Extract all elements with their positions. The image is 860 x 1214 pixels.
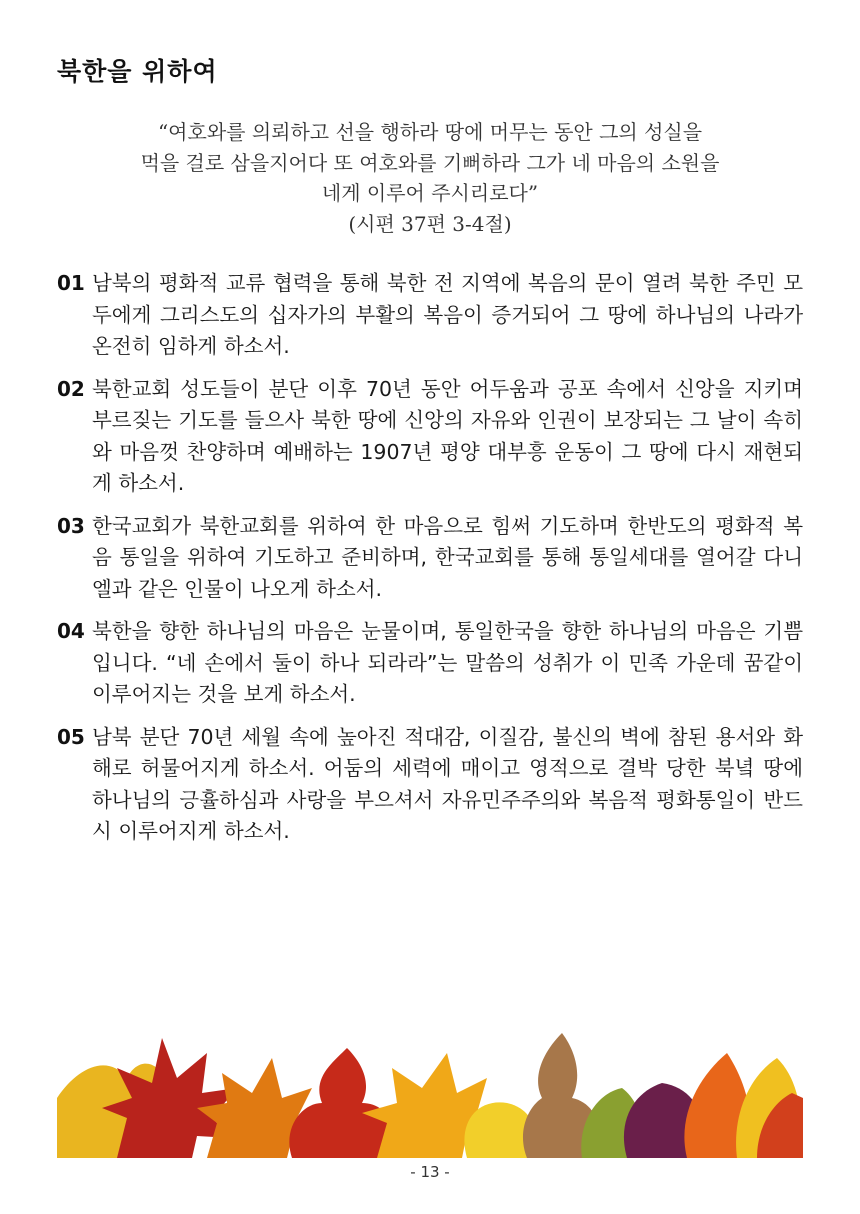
prayer-number: 05 — [57, 724, 85, 749]
prayer-text: 남북 분단 70년 세월 속에 높아진 적대감, 이질감, 불신의 벽에 참된 용서와 화해로 허물어지게 하소서. 어둠의 세력에 매이고 영적으로 결박 당한 북녘 땅에 하나님의 긍휼하심과 사랑을 부으셔서 자유민주주의와 복음적 평화통일이 반드시 이루어지게 하소서. — [92, 724, 803, 843]
prayer-text: 북한을 향한 하나님의 마음은 눈물이며, 통일한국을 향한 하나님의 마음은 기쁨입니다. “네 손에서 둘이 하나 되라라”는 말씀의 성취가 이 민족 가운데 꿈같이 이루어지는 것을 보게 하소서. — [92, 619, 803, 706]
prayer-text: 북한교회 성도들이 분단 이후 70년 동안 어두움과 공포 속에서 신앙을 지키며 부르짖는 기도를 들으사 북한 땅에 신앙의 자유와 인권이 보장되는 그 날이 속히 와 마음껏 찬양하며 예배하는 1907년 평양 대부흥 운동이 그 땅에 다시 재현되게 하소서. — [92, 376, 803, 495]
prayer-number: 03 — [57, 513, 85, 538]
prayer-number: 01 — [57, 271, 85, 295]
verse-reference: (시편 37편 3-4절) — [348, 211, 512, 236]
prayer-item — [57, 268, 803, 363]
page-number: - 13 - — [410, 1163, 450, 1181]
verse-line: 먹을 걸로 삼을지어다 또 여호와를 기뻐하라 그가 네 마음의 소원을 — [140, 150, 720, 175]
prayer-text: 남북의 평화적 교류 협력을 통해 북한 전 지역에 복음의 문이 열려 북한 주민 모두에게 그리스도의 십자가의 부활의 복음이 증거되어 그 땅에 하나님의 나라가 온전히 임하게 하소서. — [92, 271, 803, 358]
prayer-item — [57, 374, 803, 500]
page-title: 북한을 위하여 — [57, 57, 218, 86]
prayer-item — [57, 511, 803, 606]
prayer-number: 04 — [57, 619, 85, 643]
verse-line: “여호와를 의뢰하고 선을 행하라 땅에 머무는 동안 그의 성실을 — [157, 120, 703, 144]
prayer-item — [57, 722, 803, 848]
prayer-list — [57, 268, 803, 859]
prayer-number: 02 — [57, 376, 85, 401]
verse-line: 네게 이루어 주시리로다” — [321, 181, 539, 205]
scripture-verse — [60, 117, 800, 239]
prayer-text: 한국교회가 북한교회를 위하여 한 마음으로 힘써 기도하며 한반도의 평화적 복음 통일을 위하여 기도하고 준비하며, 한국교회를 통해 통일세대를 열어갈 다니엘과 같은 인물이 나오게 하소서. — [92, 513, 803, 601]
prayer-item — [57, 616, 803, 711]
autumn-leaves-illustration — [57, 1008, 803, 1158]
